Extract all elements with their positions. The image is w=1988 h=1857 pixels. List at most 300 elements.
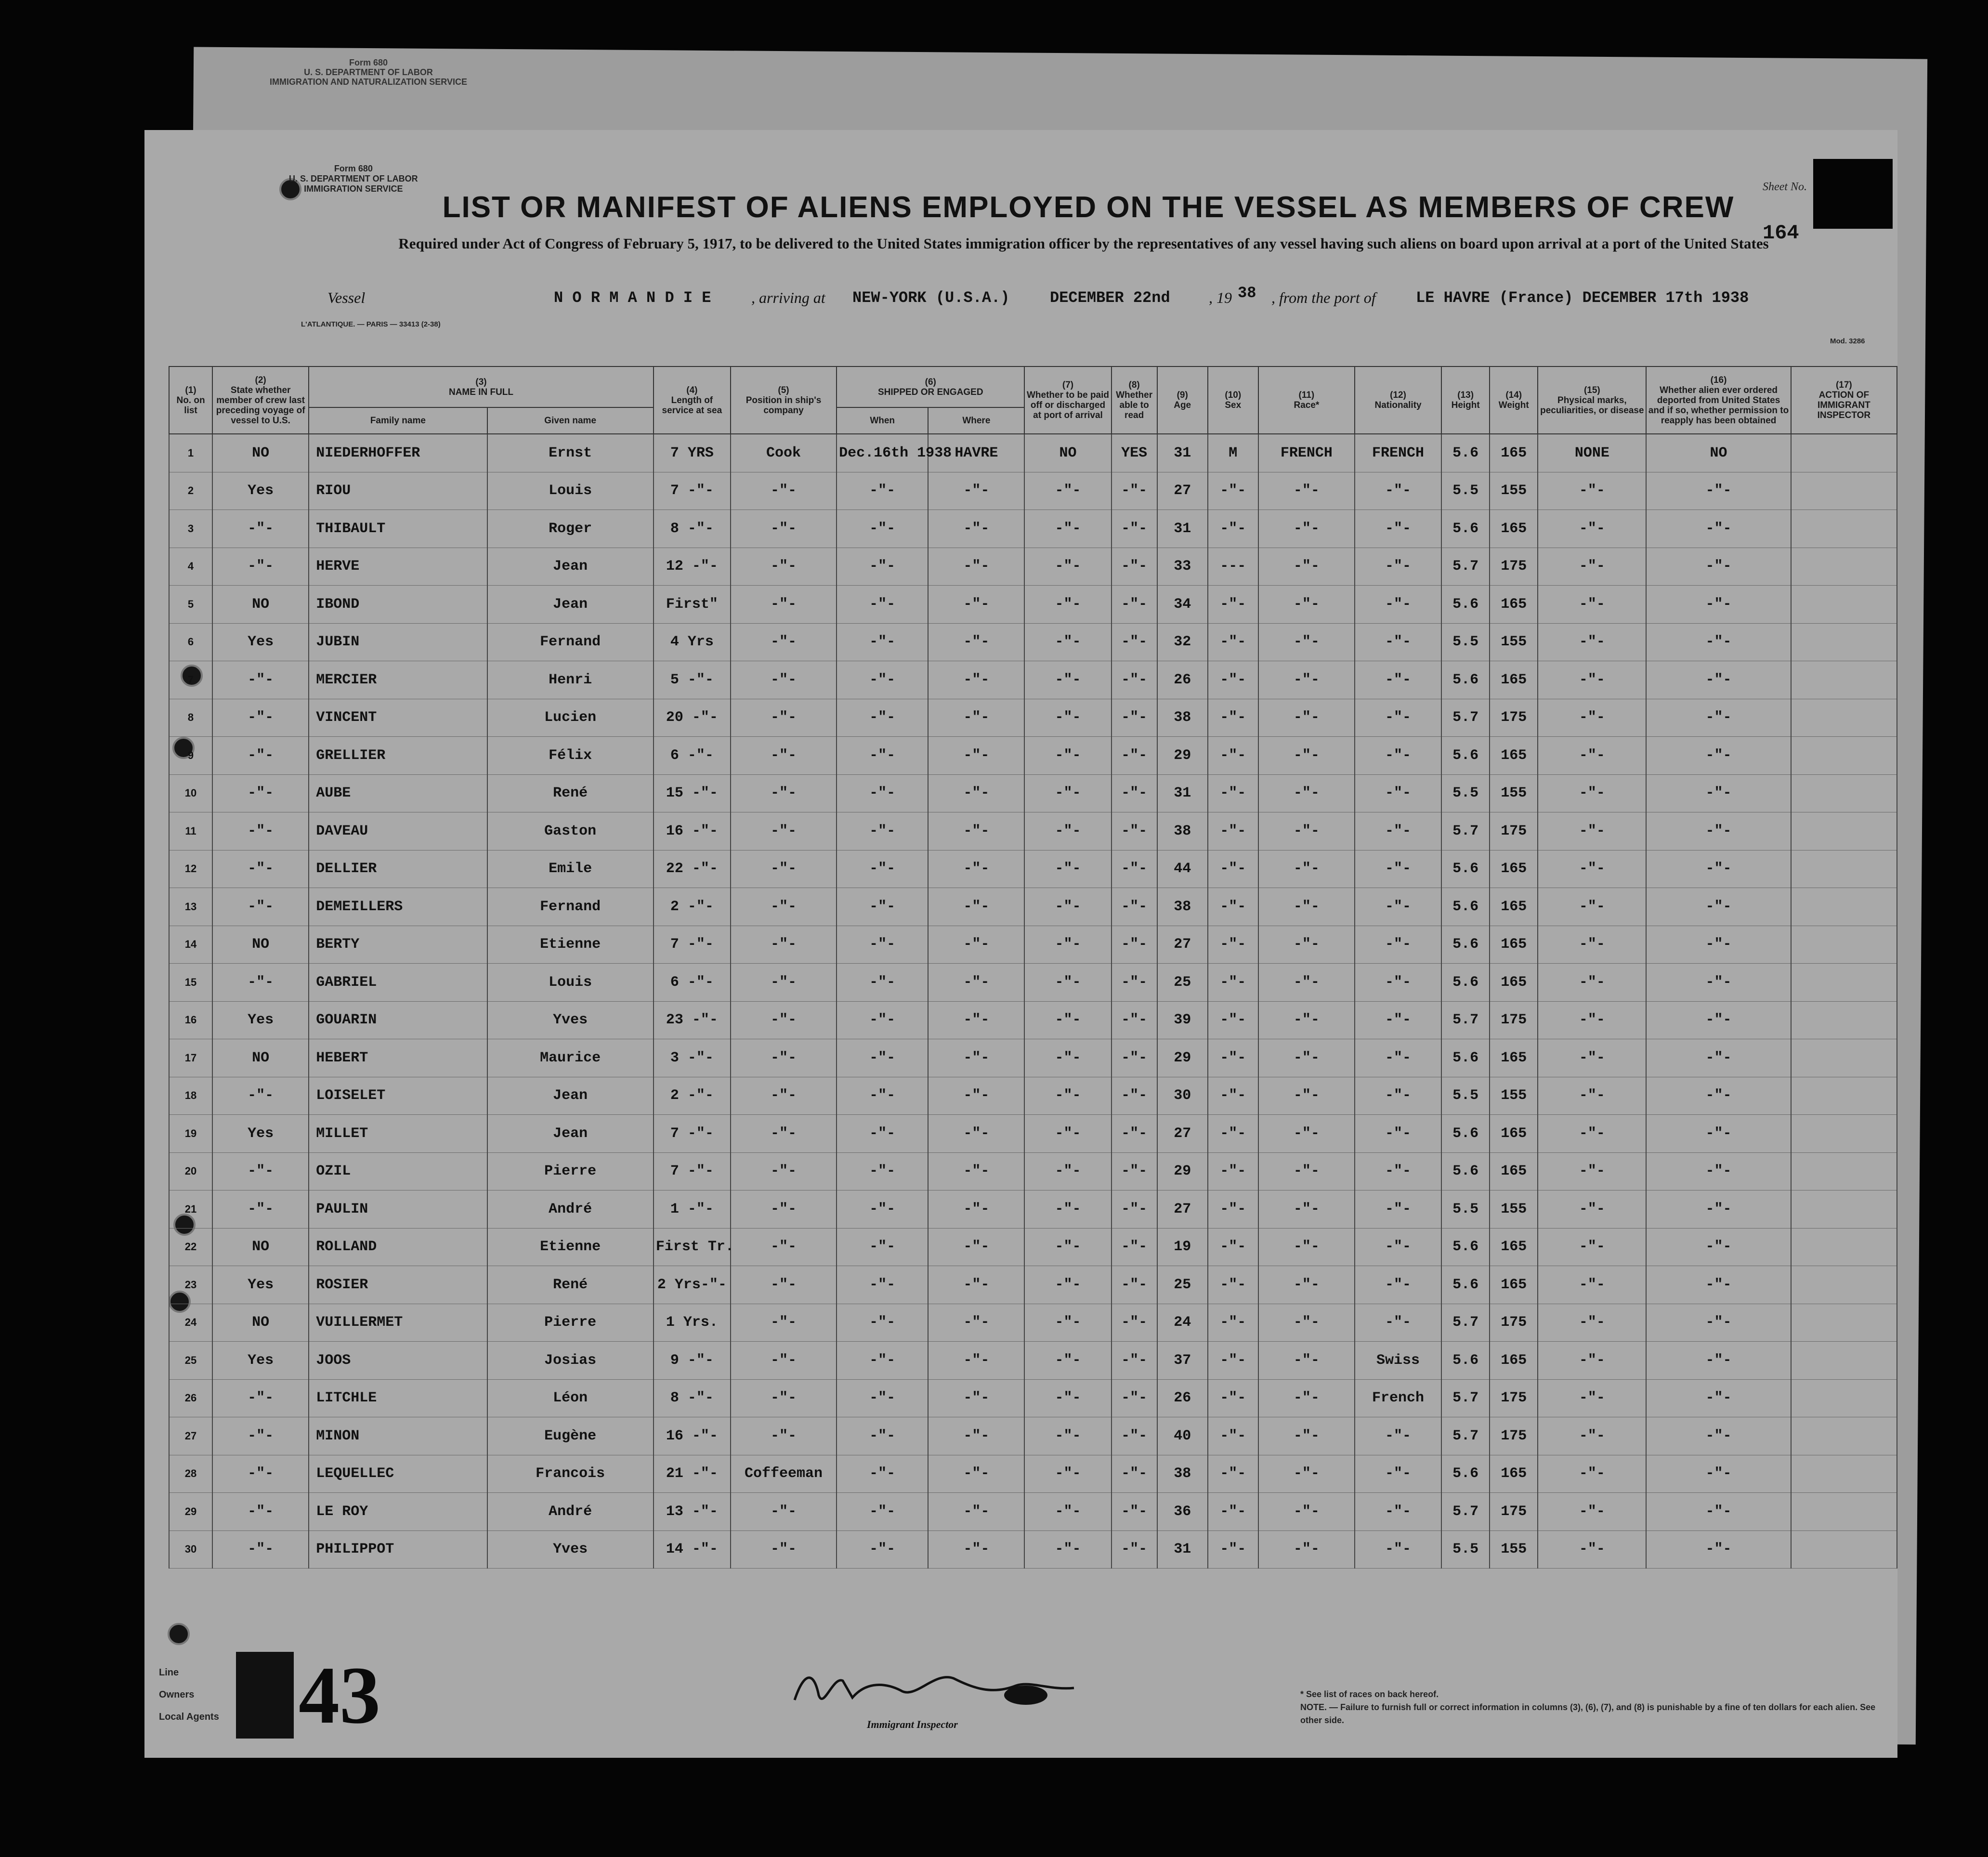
cell-engaged-when: -"-	[837, 1493, 928, 1531]
cell-engaged-where: -"-	[928, 1228, 1024, 1266]
cell-height: 5.7	[1441, 1379, 1490, 1417]
header-race: (11) Race*	[1258, 366, 1355, 434]
cell-given-name: Louis	[487, 964, 654, 1002]
table-row	[169, 1455, 1897, 1493]
cell-list-number: 3	[169, 510, 212, 548]
cell-race: -"-	[1258, 1152, 1355, 1190]
cell-given-name: Pierre	[487, 1152, 654, 1190]
cell-list-number: 23	[169, 1266, 212, 1304]
cell-deported: -"-	[1646, 548, 1791, 586]
cell-sex: -"-	[1208, 1077, 1258, 1115]
cell-able-to-read: -"-	[1112, 699, 1157, 737]
cell-physical-marks: -"-	[1538, 661, 1646, 699]
cell-engaged-when: -"-	[837, 1115, 928, 1153]
cell-given-name: Gaston	[487, 812, 654, 850]
cell-position: -"-	[731, 586, 837, 624]
cell-list-number: 9	[169, 737, 212, 775]
underlying-form-number: Form 680	[349, 58, 388, 67]
table-row	[169, 510, 1897, 548]
cell-able-to-read: -"-	[1112, 1228, 1157, 1266]
cell-able-to-read: -"-	[1112, 1190, 1157, 1229]
cell-nationality: -"-	[1355, 586, 1441, 624]
arrival-year: 38	[1238, 284, 1256, 302]
cell-age: 27	[1157, 1115, 1208, 1153]
cell-able-to-read: -"-	[1112, 623, 1157, 661]
cell-previous-voyage: -"-	[212, 774, 309, 812]
cell-height: 5.5	[1441, 623, 1490, 661]
cell-paid-off: -"-	[1024, 1152, 1111, 1190]
cell-nationality: -"-	[1355, 1455, 1441, 1493]
table-row	[169, 1379, 1897, 1417]
cell-inspector-action	[1791, 510, 1897, 548]
cell-age: 38	[1157, 1455, 1208, 1493]
cell-weight: 165	[1490, 586, 1538, 624]
cell-given-name: Jean	[487, 1115, 654, 1153]
cell-paid-off: -"-	[1024, 774, 1111, 812]
cell-able-to-read: YES	[1112, 434, 1157, 472]
cell-engaged-when: -"-	[837, 1304, 928, 1342]
header-name-in-full: (3) NAME IN FULL	[309, 366, 654, 407]
cell-given-name: René	[487, 774, 654, 812]
cell-family-name: OZIL	[309, 1152, 487, 1190]
cell-service-length: 7 -"-	[654, 1115, 731, 1153]
cell-position: -"-	[731, 850, 837, 888]
cell-inspector-action	[1791, 1039, 1897, 1077]
cell-position: -"-	[731, 1039, 837, 1077]
table-row	[169, 586, 1897, 624]
table-row	[169, 1417, 1897, 1455]
cell-physical-marks: -"-	[1538, 1190, 1646, 1229]
cell-list-number: 29	[169, 1493, 212, 1531]
cell-height: 5.6	[1441, 1455, 1490, 1493]
manifest-rows	[169, 434, 1897, 1569]
cell-height: 5.6	[1441, 1228, 1490, 1266]
cell-list-number: 12	[169, 850, 212, 888]
cell-list-number: 13	[169, 888, 212, 926]
cell-race: -"-	[1258, 699, 1355, 737]
cell-family-name: LE ROY	[309, 1493, 487, 1531]
cell-physical-marks: -"-	[1538, 586, 1646, 624]
cell-weight: 175	[1490, 1304, 1538, 1342]
cell-service-length: 13 -"-	[654, 1493, 731, 1531]
cell-given-name: Yves	[487, 1530, 654, 1569]
underlying-department: U. S. DEPARTMENT OF LABOR	[304, 67, 433, 77]
owners-label: Owners	[159, 1689, 195, 1700]
cell-age: 29	[1157, 1039, 1208, 1077]
cell-height: 5.6	[1441, 661, 1490, 699]
cell-engaged-when: -"-	[837, 964, 928, 1002]
cell-able-to-read: -"-	[1112, 661, 1157, 699]
cell-position: -"-	[731, 964, 837, 1002]
cell-race: -"-	[1258, 926, 1355, 964]
cell-nationality: -"-	[1355, 1190, 1441, 1229]
cell-age: 37	[1157, 1342, 1208, 1380]
cell-age: 31	[1157, 774, 1208, 812]
cell-deported: NO	[1646, 434, 1791, 472]
cell-able-to-read: -"-	[1112, 888, 1157, 926]
cell-family-name: MINON	[309, 1417, 487, 1455]
table-row	[169, 926, 1897, 964]
cell-nationality: -"-	[1355, 812, 1441, 850]
cell-engaged-where: -"-	[928, 737, 1024, 775]
cell-race: -"-	[1258, 850, 1355, 888]
table-row	[169, 1077, 1897, 1115]
cell-age: 38	[1157, 888, 1208, 926]
cell-engaged-where: -"-	[928, 1342, 1024, 1380]
cell-sex: -"-	[1208, 699, 1258, 737]
cell-inspector-action	[1791, 1077, 1897, 1115]
cell-engaged-where: -"-	[928, 1001, 1024, 1039]
cell-deported: -"-	[1646, 472, 1791, 510]
cell-previous-voyage: -"-	[212, 1152, 309, 1190]
header-nationality: (12) Nationality	[1355, 366, 1441, 434]
cell-service-length: 7 -"-	[654, 472, 731, 510]
year-prefix: , 19	[1209, 289, 1232, 306]
cell-sex: -"-	[1208, 1266, 1258, 1304]
cell-weight: 165	[1490, 510, 1538, 548]
cell-race: -"-	[1258, 1228, 1355, 1266]
cell-position: -"-	[731, 1342, 837, 1380]
cell-position: -"-	[731, 548, 837, 586]
cell-sex: ---	[1208, 548, 1258, 586]
cell-engaged-where: -"-	[928, 1152, 1024, 1190]
cell-family-name: DAVEAU	[309, 812, 487, 850]
cell-family-name: LEQUELLEC	[309, 1455, 487, 1493]
races-note: * See list of races on back hereof.	[1300, 1689, 1439, 1699]
cell-deported: -"-	[1646, 1039, 1791, 1077]
cell-inspector-action	[1791, 661, 1897, 699]
header-where: Where	[928, 407, 1024, 434]
department: U. S. DEPARTMENT OF LABOR	[289, 174, 418, 183]
cell-previous-voyage: NO	[212, 586, 309, 624]
cell-service-length: 6 -"-	[654, 964, 731, 1002]
cell-physical-marks: -"-	[1538, 964, 1646, 1002]
cell-nationality: -"-	[1355, 661, 1441, 699]
cell-deported: -"-	[1646, 888, 1791, 926]
cell-sex: -"-	[1208, 472, 1258, 510]
cell-engaged-when: -"-	[837, 1530, 928, 1569]
cell-engaged-where: -"-	[928, 623, 1024, 661]
cell-nationality: -"-	[1355, 510, 1441, 548]
cell-service-length: 1 -"-	[654, 1190, 731, 1229]
cell-race: -"-	[1258, 1001, 1355, 1039]
cell-deported: -"-	[1646, 964, 1791, 1002]
cell-family-name: JUBIN	[309, 623, 487, 661]
cell-service-length: 1 Yrs.	[654, 1304, 731, 1342]
cell-physical-marks: -"-	[1538, 1152, 1646, 1190]
redaction-block	[1813, 159, 1893, 229]
header-shipped-or-engaged: (6) SHIPPED OR ENGAGED	[837, 366, 1024, 407]
cell-paid-off: -"-	[1024, 888, 1111, 926]
cell-given-name: André	[487, 1493, 654, 1531]
cell-weight: 165	[1490, 888, 1538, 926]
cell-nationality: -"-	[1355, 1417, 1441, 1455]
cell-list-number: 24	[169, 1304, 212, 1342]
cell-able-to-read: -"-	[1112, 1493, 1157, 1531]
cell-paid-off: -"-	[1024, 737, 1111, 775]
cell-nationality: -"-	[1355, 926, 1441, 964]
punch-hole	[168, 1623, 190, 1645]
cell-engaged-where: -"-	[928, 812, 1024, 850]
cell-previous-voyage: -"-	[212, 1379, 309, 1417]
cell-paid-off: -"-	[1024, 812, 1111, 850]
cell-given-name: Yves	[487, 1001, 654, 1039]
cell-list-number: 1	[169, 434, 212, 472]
cell-nationality: -"-	[1355, 548, 1441, 586]
cell-service-length: 16 -"-	[654, 812, 731, 850]
header-able-to-read: (8) Whether able to read	[1112, 366, 1157, 434]
cell-weight: 165	[1490, 434, 1538, 472]
cell-weight: 155	[1490, 1190, 1538, 1229]
cell-given-name: Ernst	[487, 434, 654, 472]
vessel-line	[270, 284, 1883, 318]
cell-engaged-when: -"-	[837, 1266, 928, 1304]
cell-nationality: -"-	[1355, 1001, 1441, 1039]
cell-engaged-when: -"-	[837, 1077, 928, 1115]
cell-paid-off: -"-	[1024, 1039, 1111, 1077]
cell-engaged-when: -"-	[837, 1342, 928, 1380]
cell-engaged-where: -"-	[928, 1190, 1024, 1229]
cell-race: -"-	[1258, 1077, 1355, 1115]
cell-previous-voyage: -"-	[212, 812, 309, 850]
header-list-number: (1) No. on list	[169, 366, 212, 434]
cell-engaged-when: -"-	[837, 1455, 928, 1493]
table-row	[169, 699, 1897, 737]
cell-able-to-read: -"-	[1112, 1379, 1157, 1417]
cell-age: 39	[1157, 1001, 1208, 1039]
cell-position: -"-	[731, 1001, 837, 1039]
cell-given-name: Lucien	[487, 699, 654, 737]
cell-service-length: 21 -"-	[654, 1455, 731, 1493]
header-previous-voyage: (2) State whether member of crew last preceding voyage of vessel to U.S.	[212, 366, 309, 434]
cell-deported: -"-	[1646, 850, 1791, 888]
cell-weight: 165	[1490, 1455, 1538, 1493]
cell-physical-marks: -"-	[1538, 1001, 1646, 1039]
cell-age: 40	[1157, 1417, 1208, 1455]
cell-physical-marks: -"-	[1538, 699, 1646, 737]
cell-physical-marks: -"-	[1538, 774, 1646, 812]
table-row	[169, 1228, 1897, 1266]
cell-inspector-action	[1791, 1530, 1897, 1569]
cell-weight: 165	[1490, 661, 1538, 699]
cell-height: 5.6	[1441, 1039, 1490, 1077]
cell-family-name: DELLIER	[309, 850, 487, 888]
header-when: When	[837, 407, 928, 434]
cell-inspector-action	[1791, 472, 1897, 510]
cell-nationality: -"-	[1355, 1115, 1441, 1153]
cell-previous-voyage: NO	[212, 434, 309, 472]
cell-inspector-action	[1791, 434, 1897, 472]
cell-family-name: ROLLAND	[309, 1228, 487, 1266]
cell-weight: 175	[1490, 1493, 1538, 1531]
signature-label: Immigrant Inspector	[867, 1718, 958, 1730]
cell-family-name: HEBERT	[309, 1039, 487, 1077]
cell-able-to-read: -"-	[1112, 737, 1157, 775]
cell-previous-voyage: NO	[212, 926, 309, 964]
cell-paid-off: -"-	[1024, 1115, 1111, 1153]
cell-engaged-when: -"-	[837, 1039, 928, 1077]
table-row	[169, 661, 1897, 699]
cell-able-to-read: -"-	[1112, 1530, 1157, 1569]
cell-deported: -"-	[1646, 1455, 1791, 1493]
service: IMMIGRATION SERVICE	[304, 184, 403, 194]
cell-given-name: Emile	[487, 850, 654, 888]
cell-inspector-action	[1791, 1001, 1897, 1039]
cell-deported: -"-	[1646, 586, 1791, 624]
cell-race: -"-	[1258, 548, 1355, 586]
cell-nationality: -"-	[1355, 1152, 1441, 1190]
cell-paid-off: -"-	[1024, 850, 1111, 888]
cell-previous-voyage: -"-	[212, 699, 309, 737]
header-given-name: Given name	[487, 407, 654, 434]
subtitle: Required under Act of Congress of February 5, 1917, to be delivered to the United States immigration officer by the representatives of any vessel having such aliens on board upon arrival at a port of the United States	[398, 235, 1769, 252]
cell-weight: 165	[1490, 737, 1538, 775]
cell-age: 25	[1157, 1266, 1208, 1304]
cell-sex: -"-	[1208, 1455, 1258, 1493]
cell-age: 26	[1157, 1379, 1208, 1417]
cell-inspector-action	[1791, 1455, 1897, 1493]
cell-service-length: 2 -"-	[654, 1077, 731, 1115]
cell-family-name: ROSIER	[309, 1266, 487, 1304]
table-row	[169, 548, 1897, 586]
cell-race: -"-	[1258, 510, 1355, 548]
cell-list-number: 10	[169, 774, 212, 812]
cell-previous-voyage: -"-	[212, 1190, 309, 1229]
cell-age: 36	[1157, 1493, 1208, 1531]
printer-note: L'ATLANTIQUE. — PARIS — 33413 (2-38)	[301, 320, 441, 328]
cell-engaged-where: -"-	[928, 888, 1024, 926]
cell-race: -"-	[1258, 472, 1355, 510]
cell-paid-off: -"-	[1024, 1190, 1111, 1229]
cell-sex: -"-	[1208, 661, 1258, 699]
cell-service-length: 7 -"-	[654, 1152, 731, 1190]
cell-previous-voyage: Yes	[212, 623, 309, 661]
penalty-note: NOTE. — Failure to furnish full or correct information in columns (3), (6), (7), and (8) is punishable by a fine of ten dollars for each alien. See other side.	[1300, 1702, 1876, 1725]
cell-paid-off: -"-	[1024, 548, 1111, 586]
cell-previous-voyage: -"-	[212, 1493, 309, 1531]
table-row	[169, 1266, 1897, 1304]
cell-sex: -"-	[1208, 812, 1258, 850]
cell-position: -"-	[731, 623, 837, 661]
cell-race: -"-	[1258, 1039, 1355, 1077]
cell-weight: 165	[1490, 926, 1538, 964]
cell-deported: -"-	[1646, 1115, 1791, 1153]
cell-list-number: 25	[169, 1342, 212, 1380]
cell-position: -"-	[731, 661, 837, 699]
cell-given-name: Jean	[487, 1077, 654, 1115]
cell-engaged-where: HAVRE	[928, 434, 1024, 472]
cell-deported: -"-	[1646, 1493, 1791, 1531]
cell-engaged-where: -"-	[928, 1493, 1024, 1531]
cell-previous-voyage: -"-	[212, 1077, 309, 1115]
cell-paid-off: -"-	[1024, 926, 1111, 964]
table-row	[169, 623, 1897, 661]
cell-list-number: 19	[169, 1115, 212, 1153]
cell-weight: 175	[1490, 1379, 1538, 1417]
cell-sex: -"-	[1208, 1152, 1258, 1190]
page-title: LIST OR MANIFEST OF ALIENS EMPLOYED ON THE VESSEL AS MEMBERS OF CREW	[442, 191, 1735, 224]
cell-list-number: 5	[169, 586, 212, 624]
cell-position: -"-	[731, 510, 837, 548]
cell-position: -"-	[731, 1077, 837, 1115]
cell-age: 38	[1157, 699, 1208, 737]
cell-engaged-when: -"-	[837, 1190, 928, 1229]
cell-height: 5.6	[1441, 850, 1490, 888]
cell-paid-off: -"-	[1024, 1001, 1111, 1039]
cell-physical-marks: -"-	[1538, 812, 1646, 850]
cell-height: 5.7	[1441, 1493, 1490, 1531]
cell-inspector-action	[1791, 812, 1897, 850]
cell-sex: -"-	[1208, 1115, 1258, 1153]
cell-physical-marks: -"-	[1538, 1039, 1646, 1077]
cell-engaged-where: -"-	[928, 1379, 1024, 1417]
cell-height: 5.6	[1441, 510, 1490, 548]
table-row	[169, 812, 1897, 850]
cell-list-number: 30	[169, 1530, 212, 1569]
cell-nationality: -"-	[1355, 888, 1441, 926]
cell-engaged-when: -"-	[837, 812, 928, 850]
cell-race: -"-	[1258, 812, 1355, 850]
cell-inspector-action	[1791, 964, 1897, 1002]
cell-deported: -"-	[1646, 1417, 1791, 1455]
cell-height: 5.6	[1441, 888, 1490, 926]
form-number: Form 680	[334, 164, 373, 173]
cell-position: -"-	[731, 737, 837, 775]
cell-paid-off: -"-	[1024, 623, 1111, 661]
cell-physical-marks: -"-	[1538, 1530, 1646, 1569]
cell-sex: -"-	[1208, 1190, 1258, 1229]
cell-previous-voyage: -"-	[212, 964, 309, 1002]
header-weight: (14) Weight	[1490, 366, 1538, 434]
cell-age: 29	[1157, 1152, 1208, 1190]
cell-inspector-action	[1791, 623, 1897, 661]
header-height: (13) Height	[1441, 366, 1490, 434]
table-row	[169, 1152, 1897, 1190]
cell-physical-marks: NONE	[1538, 434, 1646, 472]
cell-age: 25	[1157, 964, 1208, 1002]
cell-paid-off: -"-	[1024, 510, 1111, 548]
cell-previous-voyage: -"-	[212, 661, 309, 699]
cell-given-name: Josias	[487, 1342, 654, 1380]
cell-inspector-action	[1791, 699, 1897, 737]
cell-physical-marks: -"-	[1538, 850, 1646, 888]
cell-race: -"-	[1258, 737, 1355, 775]
cell-given-name: Fernand	[487, 888, 654, 926]
cell-race: -"-	[1258, 1455, 1355, 1493]
cell-sex: -"-	[1208, 850, 1258, 888]
cell-engaged-where: -"-	[928, 699, 1024, 737]
cell-inspector-action	[1791, 1228, 1897, 1266]
cell-position: Coffeeman	[731, 1455, 837, 1493]
cell-age: 44	[1157, 850, 1208, 888]
cell-given-name: Léon	[487, 1379, 654, 1417]
cell-given-name: Maurice	[487, 1039, 654, 1077]
cell-service-length: 7 YRS	[654, 434, 731, 472]
cell-paid-off: -"-	[1024, 661, 1111, 699]
cell-family-name: THIBAULT	[309, 510, 487, 548]
cell-race: FRENCH	[1258, 434, 1355, 472]
cell-family-name: MERCIER	[309, 661, 487, 699]
cell-engaged-when: -"-	[837, 661, 928, 699]
cell-inspector-action	[1791, 1152, 1897, 1190]
cell-able-to-read: -"-	[1112, 1342, 1157, 1380]
cell-able-to-read: -"-	[1112, 586, 1157, 624]
table-row	[169, 472, 1897, 510]
cell-engaged-where: -"-	[928, 661, 1024, 699]
cell-deported: -"-	[1646, 510, 1791, 548]
footer-notes	[1300, 1688, 1878, 1727]
cell-race: -"-	[1258, 1342, 1355, 1380]
